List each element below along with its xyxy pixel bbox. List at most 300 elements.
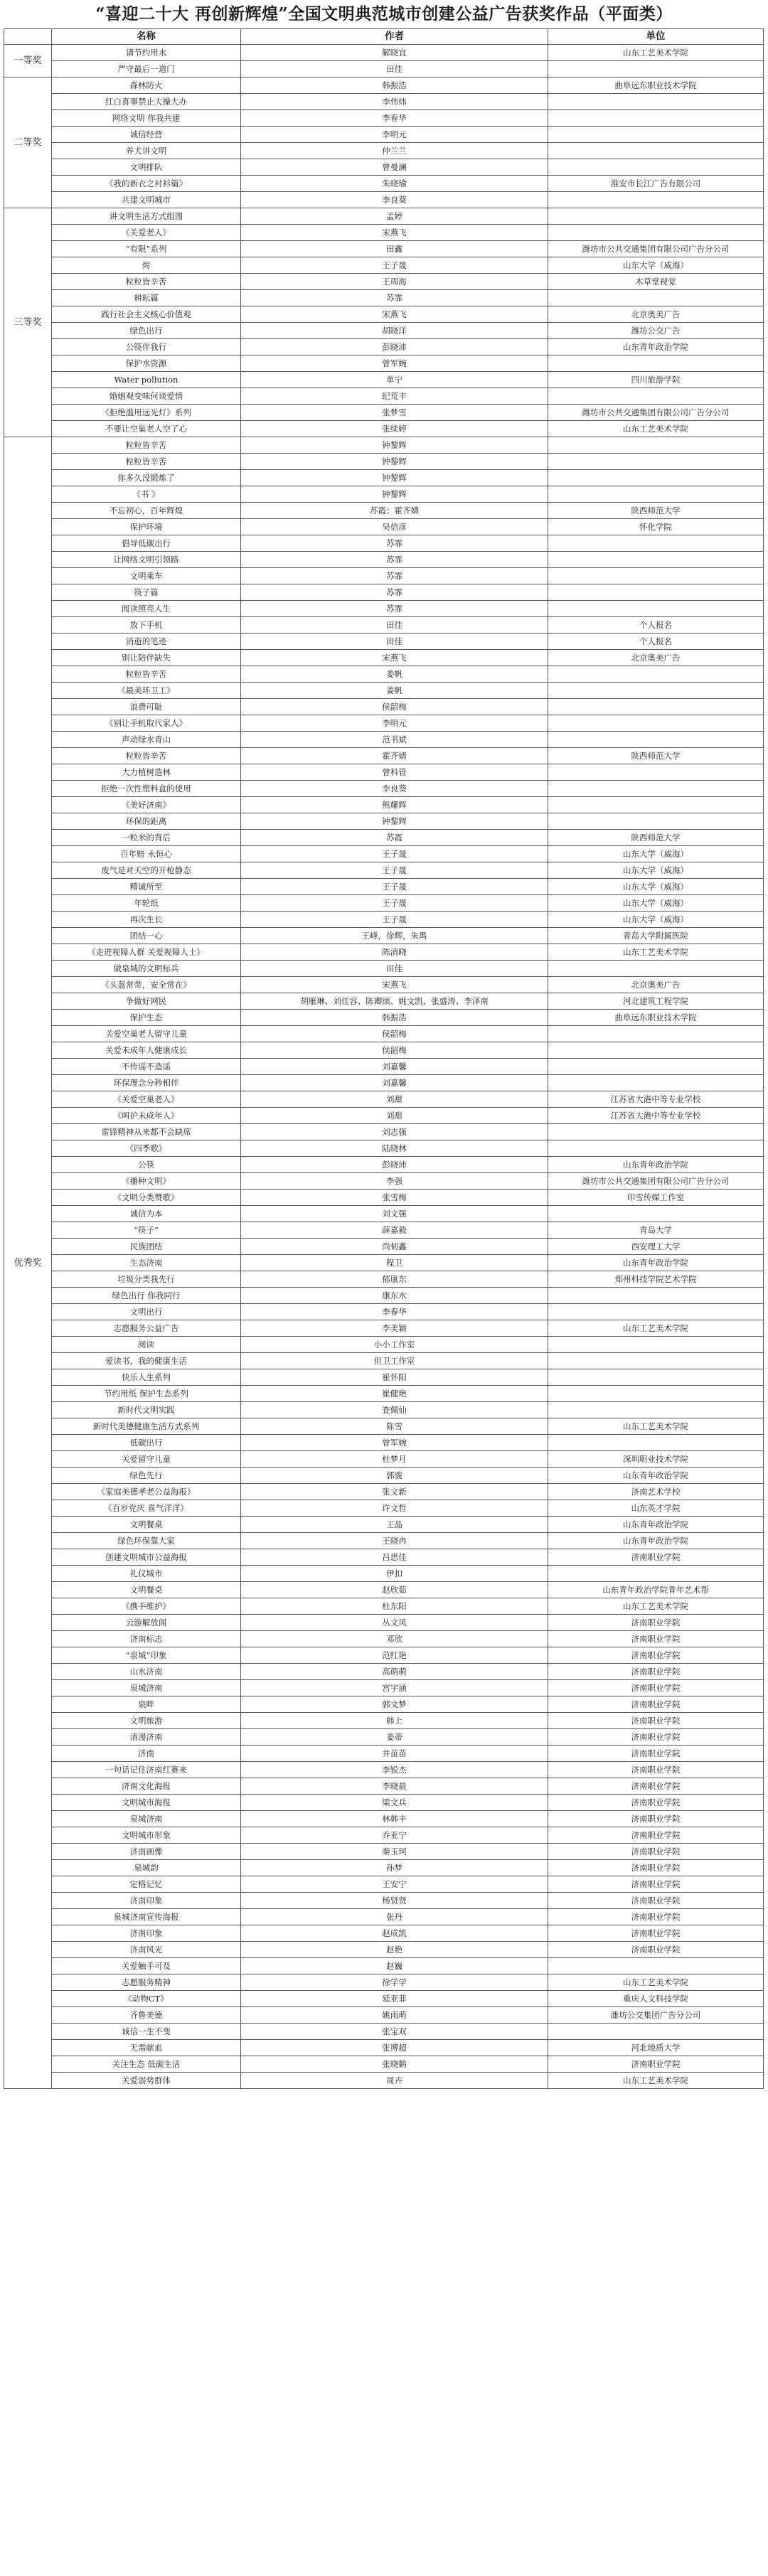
table-row	[4, 552, 764, 568]
name-cell: 《拒绝滥用远光灯》系列	[52, 405, 241, 421]
name-cell: 阅读	[52, 1337, 241, 1353]
author-cell: 刘嘉馨	[241, 1059, 548, 1075]
table-row	[4, 1746, 764, 1762]
author-cell: 李明元	[241, 127, 548, 143]
name-cell: 泉城济南	[52, 1680, 241, 1696]
author-cell: 王子晟	[241, 912, 548, 928]
table-row	[4, 1729, 764, 1746]
table-row	[4, 1255, 764, 1271]
author-cell: 钟黎辉	[241, 486, 548, 503]
unit-cell: 济南职业学院	[548, 2056, 764, 2073]
author-cell: 张文新	[241, 1484, 548, 1500]
name-cell: 泉城济南宣传海报	[52, 1909, 241, 1925]
unit-cell	[548, 535, 764, 552]
author-cell: 王周海	[241, 274, 548, 290]
unit-cell: 北京奥美广告	[548, 977, 764, 993]
author-cell: 苏霏	[241, 601, 548, 617]
author-cell: 李良葵	[241, 781, 548, 797]
table-row	[4, 45, 764, 61]
unit-cell: 潍坊市公共交通集团有限公司广告分公司	[548, 405, 764, 421]
table-row	[4, 1304, 764, 1320]
unit-cell: 个人报名	[548, 634, 764, 650]
award-level-cell: 三等奖	[4, 208, 52, 437]
table-row	[4, 993, 764, 1010]
author-cell: 侯韶梅	[241, 1026, 548, 1042]
author-cell: 仲兰兰	[241, 143, 548, 159]
author-cell: 单宁	[241, 372, 548, 388]
unit-cell: 淮安市长江广告有限公司	[548, 176, 764, 192]
unit-cell: 曲阜远东职业技术学院	[548, 1010, 764, 1026]
name-cell: 关注生态 低碳生活	[52, 2056, 241, 2073]
author-cell: 王子晟	[241, 895, 548, 912]
name-cell: 粒粒皆辛苦	[52, 437, 241, 454]
table-row	[4, 846, 764, 862]
name-cell: 粒粒皆辛苦	[52, 748, 241, 764]
author-cell: 张丹	[241, 1909, 548, 1925]
author-cell: 胡晓洋	[241, 323, 548, 339]
unit-cell: 重庆人文科技学院	[548, 1991, 764, 2007]
author-cell: 杨贤贤	[241, 1893, 548, 1909]
table-row	[4, 110, 764, 127]
unit-cell: 山东大学（威海）	[548, 846, 764, 862]
name-cell: 绿色环保靠大家	[52, 1533, 241, 1549]
table-row	[4, 1566, 764, 1582]
table-row	[4, 977, 764, 993]
unit-cell	[548, 683, 764, 699]
unit-cell: 济南职业学院	[548, 1762, 764, 1778]
name-cell: 快乐人生系列	[52, 1369, 241, 1386]
table-row	[4, 1844, 764, 1860]
author-cell: 张博超	[241, 2040, 548, 2056]
author-cell: 孟婷	[241, 208, 548, 225]
table-body	[4, 45, 764, 2089]
table-row	[4, 535, 764, 552]
table-row	[4, 1778, 764, 1795]
table-row	[4, 781, 764, 797]
table-row	[4, 1680, 764, 1696]
name-cell: 公筷	[52, 1157, 241, 1173]
table-row	[4, 388, 764, 405]
name-cell: 消逝的笔迹	[52, 634, 241, 650]
unit-cell: 济南职业学院	[548, 1680, 764, 1696]
name-cell: 无需献血	[52, 2040, 241, 2056]
table-row	[4, 830, 764, 846]
author-cell: 陈清晓	[241, 944, 548, 961]
unit-cell	[548, 192, 764, 208]
author-cell: 张晓鹤	[241, 2056, 548, 2073]
name-cell: 别让陪伴缺失	[52, 650, 241, 666]
unit-cell: 陕西师范大学	[548, 830, 764, 846]
name-cell: 保护环境	[52, 519, 241, 535]
table-row	[4, 486, 764, 503]
unit-cell: 江苏省大港中等专业学校	[548, 1108, 764, 1124]
unit-cell: 济南职业学院	[548, 1909, 764, 1925]
unit-cell: 曲阜远东职业技术学院	[548, 78, 764, 94]
table-header-row	[4, 29, 764, 45]
author-cell: 赵欣茹	[241, 1582, 548, 1598]
name-cell: 济南风光	[52, 1942, 241, 1958]
name-cell: “有限”系列	[52, 241, 241, 257]
table-row	[4, 274, 764, 290]
table-row	[4, 912, 764, 928]
table-row	[4, 470, 764, 486]
author-cell: 姜蒂	[241, 1729, 548, 1746]
author-cell: 曾军婉	[241, 1435, 548, 1451]
author-cell: 郁康东	[241, 1271, 548, 1288]
unit-cell	[548, 1369, 764, 1386]
table-row	[4, 1026, 764, 1042]
name-cell: 济南印象	[52, 1925, 241, 1942]
table-row	[4, 1517, 764, 1533]
table-row	[4, 1615, 764, 1631]
name-cell: 再次生长	[52, 912, 241, 928]
author-cell: 王晓冉	[241, 1533, 548, 1549]
table-row	[4, 339, 764, 356]
unit-cell: 山东青年政治学院	[548, 1468, 764, 1484]
table-row	[4, 405, 764, 421]
author-cell: 苏霏	[241, 584, 548, 601]
name-cell: 一粒米的背后	[52, 830, 241, 846]
table-row	[4, 1974, 764, 1991]
table-row	[4, 764, 764, 781]
author-cell: 秦玉珂	[241, 1844, 548, 1860]
author-cell: 苏霏	[241, 290, 548, 306]
author-cell: 王峰，徐辉，朱禺	[241, 928, 548, 944]
unit-cell	[548, 1075, 764, 1091]
author-cell: 钟黎辉	[241, 454, 548, 470]
award-level-cell: 二等奖	[4, 78, 52, 208]
table-row	[4, 748, 764, 764]
table-row	[4, 650, 764, 666]
table-row	[4, 2024, 764, 2040]
author-cell: 丛文风	[241, 1615, 548, 1631]
unit-cell: 河北地质大学	[548, 2040, 764, 2056]
author-cell: 范红艳	[241, 1647, 548, 1664]
author-cell: 但卫工作室	[241, 1353, 548, 1369]
name-cell: 《动物CT》	[52, 1991, 241, 2007]
table-row	[4, 617, 764, 634]
author-cell: 田佳	[241, 617, 548, 634]
table-row	[4, 192, 764, 208]
unit-cell	[548, 1435, 764, 1451]
author-cell: 田佳	[241, 634, 548, 650]
name-cell: 雷锋精神从来都不会缺席	[52, 1124, 241, 1140]
table-row	[4, 928, 764, 944]
author-cell: 乔亚宁	[241, 1827, 548, 1844]
name-cell: 《家庭美德孝老公益海报》	[52, 1484, 241, 1500]
unit-cell: 济南职业学院	[548, 1795, 764, 1811]
table-row	[4, 421, 764, 437]
unit-cell	[548, 1042, 764, 1059]
unit-cell	[548, 454, 764, 470]
name-cell: 森林防火	[52, 78, 241, 94]
name-cell: 公筷伴我行	[52, 339, 241, 356]
table-row	[4, 503, 764, 519]
table-row	[4, 1696, 764, 1713]
author-cell: 范书斌	[241, 732, 548, 748]
table-row	[4, 1876, 764, 1893]
author-cell: 刘文强	[241, 1206, 548, 1222]
author-cell: 宋燕飞	[241, 225, 548, 241]
name-cell: 你多久没锻炼了	[52, 470, 241, 486]
table-row	[4, 634, 764, 650]
author-cell: 陆晓林	[241, 1140, 548, 1157]
unit-cell: 济南职业学院	[548, 1827, 764, 1844]
name-cell: 养犬讲文明	[52, 143, 241, 159]
author-cell: 霍齐婧	[241, 748, 548, 764]
name-cell: 《美好济南》	[52, 797, 241, 813]
unit-cell: 北京奥美广告	[548, 650, 764, 666]
author-cell: 赵成凯	[241, 1925, 548, 1942]
unit-cell: 济南职业学院	[548, 1631, 764, 1647]
table-row	[4, 732, 764, 748]
author-cell: 李春华	[241, 110, 548, 127]
author-cell: 曾军婉	[241, 356, 548, 372]
name-cell: 诚信为本	[52, 1206, 241, 1222]
unit-cell: 北京奥美广告	[548, 306, 764, 323]
name-cell: 保护生态	[52, 1010, 241, 1026]
name-cell: 《文明分类赞歌》	[52, 1190, 241, 1206]
unit-cell: 印雪传媒工作室	[548, 1190, 764, 1206]
unit-cell	[548, 764, 764, 781]
name-cell: 新时代文明实践	[52, 1402, 241, 1418]
header-author: 作者	[241, 29, 548, 45]
unit-cell: 济南职业学院	[548, 1729, 764, 1746]
name-cell: 团结一心	[52, 928, 241, 944]
unit-cell	[548, 601, 764, 617]
author-cell: 杜东阳	[241, 1598, 548, 1615]
author-cell: 钟黎辉	[241, 813, 548, 830]
unit-cell	[548, 388, 764, 405]
name-cell: 《关爱老人》	[52, 225, 241, 241]
table-row	[4, 257, 764, 274]
author-cell: 赵艳	[241, 1942, 548, 1958]
unit-cell	[548, 1124, 764, 1140]
name-cell: 筷子篇	[52, 584, 241, 601]
unit-cell: 济南职业学院	[548, 1860, 764, 1876]
unit-cell: 山东青年政治学院青年艺术帮	[548, 1582, 764, 1598]
table-row	[4, 699, 764, 715]
name-cell: 礼仪城市	[52, 1566, 241, 1582]
author-cell: 刘甜	[241, 1108, 548, 1124]
unit-cell: 山东青年政治学院	[548, 1517, 764, 1533]
unit-cell	[548, 2024, 764, 2040]
table-row	[4, 1713, 764, 1729]
name-cell: Water pollution	[52, 372, 241, 388]
author-cell: 田佳	[241, 961, 548, 977]
document-title: “喜迎二十大 再创新辉煌”全国文明典范城市创建公益广告获奖作品（平面类）	[95, 4, 673, 23]
table-row	[4, 1059, 764, 1075]
table-row	[4, 1386, 764, 1402]
unit-cell: 潍坊公交广告	[548, 323, 764, 339]
author-cell: 吕思佳	[241, 1549, 548, 1566]
unit-cell	[548, 225, 764, 241]
author-cell: 李晓晨	[241, 1778, 548, 1795]
unit-cell	[548, 470, 764, 486]
name-cell: 文明餐桌	[52, 1582, 241, 1598]
author-cell: 王子晟	[241, 879, 548, 895]
author-cell: 小小工作室	[241, 1337, 548, 1353]
table-row	[4, 1369, 764, 1386]
author-cell: 梁文兵	[241, 1795, 548, 1811]
name-cell: 志愿服务精神	[52, 1974, 241, 1991]
unit-cell: 山东工艺美术学院	[548, 45, 764, 61]
author-cell: 韩振浩	[241, 78, 548, 94]
unit-cell	[548, 486, 764, 503]
name-cell: 《播种文明》	[52, 1173, 241, 1190]
unit-cell	[548, 1402, 764, 1418]
table-row	[4, 568, 764, 584]
name-cell: 《别让手机取代家人》	[52, 715, 241, 732]
name-cell: 不要让空巢老人空了心	[52, 421, 241, 437]
unit-cell: 山东青年政治学院	[548, 1533, 764, 1549]
table-row	[4, 1271, 764, 1288]
name-cell: 严守最后一道门	[52, 61, 241, 78]
unit-cell: 山东英才学院	[548, 1500, 764, 1517]
name-cell: 新时代美德健康生活方式系列	[52, 1418, 241, 1435]
unit-cell	[548, 143, 764, 159]
name-cell: 济南文化海报	[52, 1778, 241, 1795]
name-cell: 争做好网民	[52, 993, 241, 1010]
author-cell: 苏霏	[241, 552, 548, 568]
table-row	[4, 1157, 764, 1173]
unit-cell: 郑州科技学院艺术学院	[548, 1271, 764, 1288]
name-cell: 垃圾分类我先行	[52, 1271, 241, 1288]
author-cell: 宋燕飞	[241, 977, 548, 993]
author-cell: 李美颖	[241, 1320, 548, 1337]
author-cell: 张续婷	[241, 421, 548, 437]
name-cell: 粒粒皆辛苦	[52, 274, 241, 290]
author-cell: 杜梦月	[241, 1451, 548, 1468]
table-row	[4, 1173, 764, 1190]
table-row	[4, 666, 764, 683]
unit-cell: 潍坊市公共交通集团有限公司广告分公司	[548, 1173, 764, 1190]
table-row	[4, 1582, 764, 1598]
table-row	[4, 208, 764, 225]
unit-cell	[548, 1288, 764, 1304]
unit-cell: 济南职业学院	[548, 1549, 764, 1566]
author-cell: 韩振浩	[241, 1010, 548, 1026]
unit-cell: 江苏省大港中等专业学校	[548, 1091, 764, 1108]
table-row	[4, 290, 764, 306]
name-cell: 绿色先行	[52, 1468, 241, 1484]
table-row	[4, 683, 764, 699]
name-cell: 济南	[52, 1746, 241, 1762]
table-row	[4, 1795, 764, 1811]
unit-cell: 济南职业学院	[548, 1615, 764, 1631]
author-cell: 姜帆	[241, 666, 548, 683]
author-cell: 郭骏	[241, 1468, 548, 1484]
name-cell: 请节约用水	[52, 45, 241, 61]
name-cell: 绿色出行 你我同行	[52, 1288, 241, 1304]
name-cell: 耕耘篇	[52, 290, 241, 306]
name-cell: 践行社会主义核心价值观	[52, 306, 241, 323]
author-cell: 许文哲	[241, 1500, 548, 1517]
author-cell: 曾曼澜	[241, 159, 548, 176]
table-row	[4, 454, 764, 470]
name-cell: 婚姻观变味何谈爱情	[52, 388, 241, 405]
name-cell: 关爱弱势群体	[52, 2073, 241, 2089]
name-cell: 诚信一生不变	[52, 2024, 241, 2040]
table-row	[4, 306, 764, 323]
author-cell: 纪荒丰	[241, 388, 548, 405]
name-cell: 声动绿水青山	[52, 732, 241, 748]
unit-cell: 山东青年政治学院	[548, 1157, 764, 1173]
unit-cell: 济南职业学院	[548, 1746, 764, 1762]
name-cell: 《书 》	[52, 486, 241, 503]
author-cell: 李春华	[241, 1304, 548, 1320]
awards-table	[4, 28, 764, 2089]
author-cell: 程卫	[241, 1255, 548, 1271]
name-cell: 齐鲁美德	[52, 2007, 241, 2024]
name-cell: 《呵护未成年人》	[52, 1108, 241, 1124]
name-cell: 定格记忆	[52, 1876, 241, 1893]
author-cell: 张宝双	[241, 2024, 548, 2040]
table-row	[4, 1549, 764, 1566]
unit-cell: 山东工艺美术学院	[548, 1320, 764, 1337]
name-cell: 文明城市海报	[52, 1795, 241, 1811]
author-cell: 刘甜	[241, 1091, 548, 1108]
award-level-cell: 一等奖	[4, 45, 52, 78]
name-cell: 放下手机	[52, 617, 241, 634]
unit-cell	[548, 732, 764, 748]
author-cell: 彭晓沛	[241, 339, 548, 356]
name-cell: 保护水资源	[52, 356, 241, 372]
author-cell: 朱晓瑜	[241, 176, 548, 192]
author-cell: 王子晟	[241, 862, 548, 879]
unit-cell	[548, 797, 764, 813]
name-cell: 关爱留守儿童	[52, 1451, 241, 1468]
award-level-cell: 优秀奖	[4, 437, 52, 2089]
header-name: 名称	[52, 29, 241, 45]
author-cell: 姚雨萌	[241, 2007, 548, 2024]
name-cell: 关爱未成年人健康成长	[52, 1042, 241, 1059]
table-row	[4, 813, 764, 830]
table-row	[4, 1925, 764, 1942]
author-cell: 宋燕飞	[241, 306, 548, 323]
unit-cell: 怀化学院	[548, 519, 764, 535]
author-cell: 宋燕飞	[241, 650, 548, 666]
author-cell: 姜帆	[241, 683, 548, 699]
author-cell: 尚韧鑫	[241, 1239, 548, 1255]
table-row	[4, 323, 764, 339]
unit-cell: 深圳职业技术学院	[548, 1451, 764, 1468]
name-cell: 粒粒皆辛苦	[52, 454, 241, 470]
table-row	[4, 584, 764, 601]
author-cell: 张梦雪	[241, 405, 548, 421]
name-cell: 《最美环卫工》	[52, 683, 241, 699]
table-row	[4, 1827, 764, 1844]
unit-cell: 潍坊公交集团广告分公司	[548, 2007, 764, 2024]
name-cell: 创建文明城市公益海报	[52, 1549, 241, 1566]
unit-cell	[548, 715, 764, 732]
table-row	[4, 1500, 764, 1517]
unit-cell	[548, 1337, 764, 1353]
table-row	[4, 1206, 764, 1222]
name-cell: 节约用纸 保护生态系列	[52, 1386, 241, 1402]
name-cell: 网络文明 你我共建	[52, 110, 241, 127]
table-row	[4, 1124, 764, 1140]
table-row	[4, 78, 764, 94]
table-row	[4, 1942, 764, 1958]
author-cell: 刘志强	[241, 1124, 548, 1140]
author-cell: 侯韶梅	[241, 1042, 548, 1059]
unit-cell: 山东大学（威海）	[548, 912, 764, 928]
author-cell: 王子晟	[241, 846, 548, 862]
author-cell: 崔健艳	[241, 1386, 548, 1402]
name-cell: 烬	[52, 257, 241, 274]
unit-cell: 河北建筑工程学院	[548, 993, 764, 1010]
